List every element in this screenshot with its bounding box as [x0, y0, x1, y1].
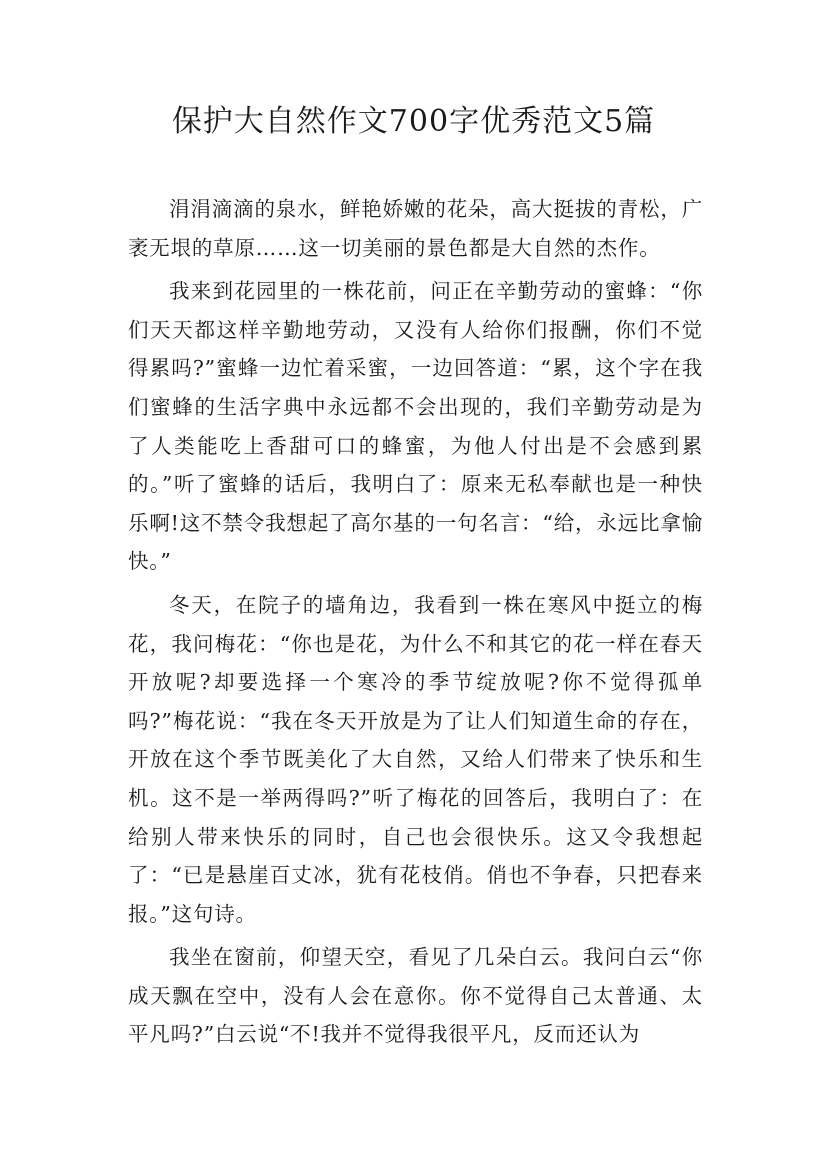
document-body — [128, 190, 703, 1059]
paragraph-2: 我来到花园里的一株花前，问正在辛勤劳动的蜜蜂：“你们天天都这样辛勤地劳动，又没有人给你们报酬，你们不觉得累吗?”蜜蜂一边忙着采蜜，一边回答道：“累，这个字在我们蜜蜂的生活字典中永远都不会出现的，我们辛勤劳动是为了人类能吃上香甜可口的蜂蜜，为他人付出是不会感到累的。”听了蜜蜂的话后，我明白了：原来无私奉献也是一种快乐啊!这不禁令我想起了高尔基的一句名言：“给，永远比拿愉快。” — [128, 279, 703, 574]
document-title: 保护大自然作文700字优秀范文5篇 — [171, 104, 656, 139]
paragraph-1: 涓涓滴滴的泉水，鲜艳娇嫩的花朵，高大挺拔的青松，广袤无垠的草原……这一切美丽的景色都是大自然的杰作。 — [128, 197, 703, 260]
paragraph-3: 冬天，在院子的墙角边，我看到一株在寒风中挺立的梅花，我问梅花：“你也是花，为什么不和其它的花一样在春天开放呢?却要选择一个寒冷的季节绽放呢?你不觉得孤单吗?”梅花说：“我在冬天开放是为了让人们知道生命的存在，开放在这个季节既美化了大自然，又给人们带来了快乐和生机。这不是一举两得吗?”听了梅花的回答后，我明白了：在给别人带来快乐的同时，自己也会很快乐。这又令我想起了：“已是悬崖百丈冰，犹有花枝俏。俏也不争春，只把春来报。”这句诗。 — [128, 592, 703, 926]
paragraph-4: 我坐在窗前，仰望天空，看见了几朵白云。我问白云“你成天飘在空中，没有人会在意你。你不觉得自己太普通、太平凡吗?”白云说“不!我并不觉得我很平凡，反而还认为 — [128, 945, 703, 1047]
